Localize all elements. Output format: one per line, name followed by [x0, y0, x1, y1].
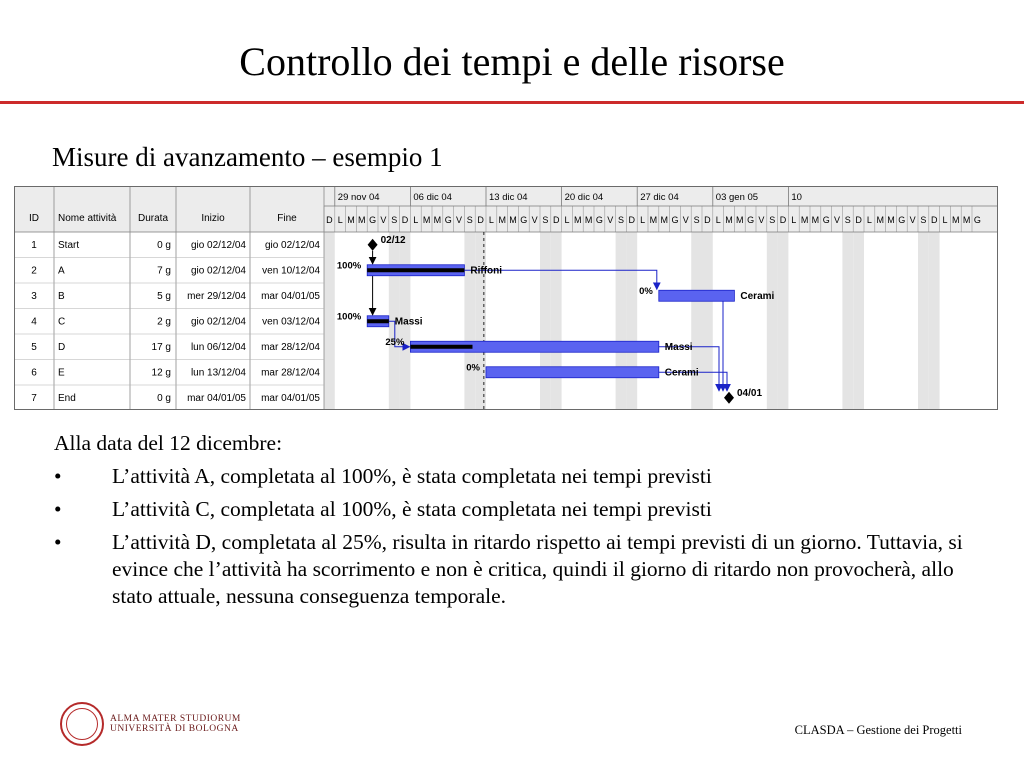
day-letter: D — [704, 215, 711, 225]
table-cell-name: End — [58, 393, 76, 404]
university-logo — [60, 702, 241, 746]
progress-label: 0% — [466, 362, 480, 374]
weekend-shade — [475, 232, 486, 410]
day-letter: M — [574, 215, 582, 225]
weekend-shade — [626, 232, 637, 410]
week-label: 06 dic 04 — [413, 192, 452, 203]
table-cell-id: 1 — [31, 240, 37, 251]
bullet-item — [54, 496, 989, 523]
milestone-label: 02/12 — [380, 234, 406, 246]
progress-label: 25% — [385, 336, 405, 348]
table-cell-name: Start — [58, 240, 80, 251]
gantt-chart — [14, 186, 998, 410]
dependency-link — [723, 296, 734, 391]
table-cell-start: lun 06/12/04 — [190, 342, 246, 353]
weekend-shade — [324, 232, 335, 410]
notes — [54, 430, 989, 610]
table-cell-start: gio 02/12/04 — [190, 316, 246, 328]
day-letter: S — [391, 215, 398, 225]
day-letter: M — [347, 215, 355, 225]
day-letter: M — [422, 215, 431, 225]
table-cell-name: D — [58, 342, 66, 353]
day-letter: V — [531, 215, 538, 225]
table-cell-duration: 7 g — [157, 265, 171, 277]
day-letter: L — [942, 215, 948, 225]
day-letter: M — [876, 215, 884, 225]
day-letter: S — [542, 215, 549, 225]
day-letter: S — [769, 215, 776, 225]
day-letter: D — [779, 215, 787, 225]
day-letter: G — [973, 215, 981, 225]
day-letter: S — [920, 215, 927, 225]
weekend-shade — [702, 232, 713, 410]
table-cell-id: 6 — [31, 367, 37, 379]
weekend-shade — [616, 232, 627, 410]
day-letter: V — [455, 215, 463, 225]
task-bar — [486, 367, 659, 378]
logo-line-2: UNIVERSITÀ DI BOLOGNA — [110, 724, 239, 734]
week-label: 20 dic 04 — [564, 192, 604, 203]
day-letter: M — [952, 215, 960, 225]
day-letter: M — [509, 215, 517, 225]
day-letter: L — [791, 215, 797, 225]
footer-text: CLASDA – Gestione dei Progetti — [794, 723, 962, 737]
day-letter: M — [660, 215, 668, 225]
day-letter: M — [811, 215, 820, 225]
milestone-label: 04/01 — [737, 387, 763, 399]
day-letter: M — [736, 215, 744, 225]
day-letter: G — [520, 215, 528, 225]
day-letter: D — [326, 215, 333, 225]
day-letter: M — [800, 215, 809, 225]
table-header-cell: Nome attività — [58, 213, 117, 224]
table-cell-end: gio 02/12/04 — [264, 240, 320, 251]
day-letter: V — [758, 215, 765, 225]
resource-label: Cerami — [664, 367, 699, 379]
day-letter: M — [649, 215, 658, 225]
day-letter: S — [693, 215, 700, 225]
day-letter: L — [564, 215, 570, 225]
milestone-marker — [368, 239, 378, 251]
table-cell-name: A — [58, 265, 65, 277]
day-letter: V — [607, 215, 614, 225]
bullet-text: L’attività D, completata al 25%, risulta in ritardo rispetto ai tempi previsti di un giorno. Tuttavia, si evince che l’attività ha scorrimento e non è critica, quindi il giorno di ritardo non provocherà, allo stato attuale, nessuna conseguenza temporale. — [112, 530, 963, 608]
table-cell-end: mar 04/01/05 — [261, 393, 320, 404]
bullet-item — [54, 463, 989, 490]
table-cell-start: lun 13/12/04 — [190, 367, 246, 379]
weekend-shade — [778, 232, 789, 410]
table-cell-start: mer 29/12/04 — [187, 291, 246, 302]
table-header-cell: Inizio — [201, 213, 225, 224]
resource-label: Cerami — [740, 290, 775, 302]
bullet-text: L’attività A, completata al 100%, è stata completata nei tempi previsti — [112, 464, 712, 488]
slide-title: Controllo dei tempi e delle risorse — [239, 39, 785, 84]
weekend-shade — [464, 232, 475, 410]
notes-intro: Alla data del 12 dicembre: — [54, 431, 283, 455]
day-letter: L — [715, 215, 721, 225]
table-cell-duration: 12 g — [151, 367, 171, 379]
day-letter: G — [671, 215, 679, 225]
week-label: 03 gen 05 — [715, 192, 759, 203]
day-letter: S — [466, 215, 473, 225]
table-cell-id: 3 — [31, 291, 37, 302]
day-letter: D — [552, 215, 560, 225]
resource-label: Riffoni — [470, 265, 503, 277]
day-letter: D — [401, 215, 409, 225]
day-letter: D — [477, 215, 484, 225]
weekend-shade — [691, 232, 702, 410]
progress-label: 100% — [336, 260, 362, 272]
day-letter: V — [380, 215, 387, 225]
logo-line-1: ALMA MATER STUDIORUM — [110, 714, 241, 724]
weekend-shade — [767, 232, 778, 410]
day-letter: G — [444, 215, 452, 225]
day-letter: M — [725, 215, 733, 225]
day-letter: S — [617, 215, 625, 225]
table-cell-start: mar 04/01/05 — [187, 393, 246, 404]
day-letter: G — [747, 215, 755, 225]
day-letter: L — [337, 215, 343, 225]
bullet-marker: • — [54, 530, 62, 554]
day-letter: L — [488, 215, 494, 225]
day-letter: V — [909, 215, 916, 225]
weekend-shade — [551, 232, 562, 410]
day-letter: L — [640, 215, 646, 225]
title-divider — [0, 101, 1024, 104]
weekend-shade — [929, 232, 940, 410]
table-cell-end: mar 28/12/04 — [261, 342, 320, 353]
bullet-item — [54, 529, 989, 610]
table-cell-name: E — [58, 367, 65, 379]
milestone-marker — [724, 392, 734, 404]
resource-label: Massi — [394, 316, 423, 328]
weekend-shade — [918, 232, 929, 410]
week-label: 29 nov 04 — [337, 192, 380, 203]
table-cell-duration: 0 g — [157, 393, 171, 404]
day-letter: L — [413, 215, 419, 225]
day-letter: V — [682, 215, 689, 225]
bullet-marker: • — [54, 497, 62, 521]
table-header-background — [14, 186, 324, 232]
table-cell-id: 4 — [31, 316, 37, 328]
weekend-shade — [842, 232, 853, 410]
day-letter: D — [930, 215, 938, 225]
day-letter: M — [962, 215, 971, 225]
table-cell-duration: 0 g — [157, 240, 171, 251]
day-letter: L — [866, 215, 872, 225]
day-letter: M — [358, 215, 366, 225]
day-letter: V — [833, 215, 841, 225]
day-letter: G — [369, 215, 377, 225]
weekend-shade — [540, 232, 551, 410]
progress-bar — [367, 268, 464, 272]
day-letter: M — [433, 215, 442, 225]
day-letter: G — [822, 215, 830, 225]
day-letter: M — [887, 215, 895, 225]
seal-icon — [60, 702, 104, 746]
table-cell-start: gio 02/12/04 — [190, 265, 246, 277]
logo-text — [110, 714, 241, 734]
day-letter: G — [898, 215, 906, 225]
week-label: 27 dic 04 — [640, 192, 679, 203]
slide-subtitle: Misure di avanzamento – esempio 1 — [52, 142, 443, 172]
table-cell-id: 2 — [31, 265, 37, 277]
day-letter: G — [595, 215, 603, 225]
table-cell-duration: 17 g — [151, 342, 171, 353]
table-cell-duration: 2 g — [157, 316, 171, 328]
table-cell-id: 5 — [31, 342, 37, 353]
day-letter: D — [628, 215, 636, 225]
progress-bar — [410, 345, 472, 349]
progress-label: 0% — [639, 285, 653, 297]
table-cell-end: mar 04/01/05 — [261, 291, 320, 302]
table-header-cell: Fine — [277, 213, 297, 224]
week-label: 10 — [791, 192, 802, 203]
progress-bar — [367, 319, 389, 323]
week-label: 13 dic 04 — [489, 192, 528, 203]
table-header-cell: Durata — [137, 213, 169, 224]
bullet-marker: • — [54, 464, 62, 488]
day-letter: M — [584, 215, 593, 225]
progress-label: 100% — [336, 311, 362, 323]
weekend-shade — [853, 232, 864, 410]
table-cell-duration: 5 g — [157, 291, 171, 302]
day-letter: M — [498, 215, 506, 225]
day-letter: D — [855, 215, 862, 225]
table-cell-end: ven 03/12/04 — [262, 316, 320, 328]
table-cell-end: mar 28/12/04 — [261, 367, 320, 379]
task-bar — [659, 290, 735, 301]
day-letter: S — [844, 215, 851, 225]
table-cell-start: gio 02/12/04 — [190, 240, 246, 251]
table-cell-name: C — [58, 316, 66, 328]
table-cell-id: 7 — [31, 393, 37, 404]
table-cell-name: B — [58, 291, 65, 302]
table-header-cell: ID — [29, 213, 39, 224]
resource-label: Massi — [664, 341, 693, 353]
bullet-text: L’attività C, completata al 100%, è stata completata nei tempi previsti — [112, 497, 712, 521]
table-cell-end: ven 10/12/04 — [262, 265, 320, 277]
